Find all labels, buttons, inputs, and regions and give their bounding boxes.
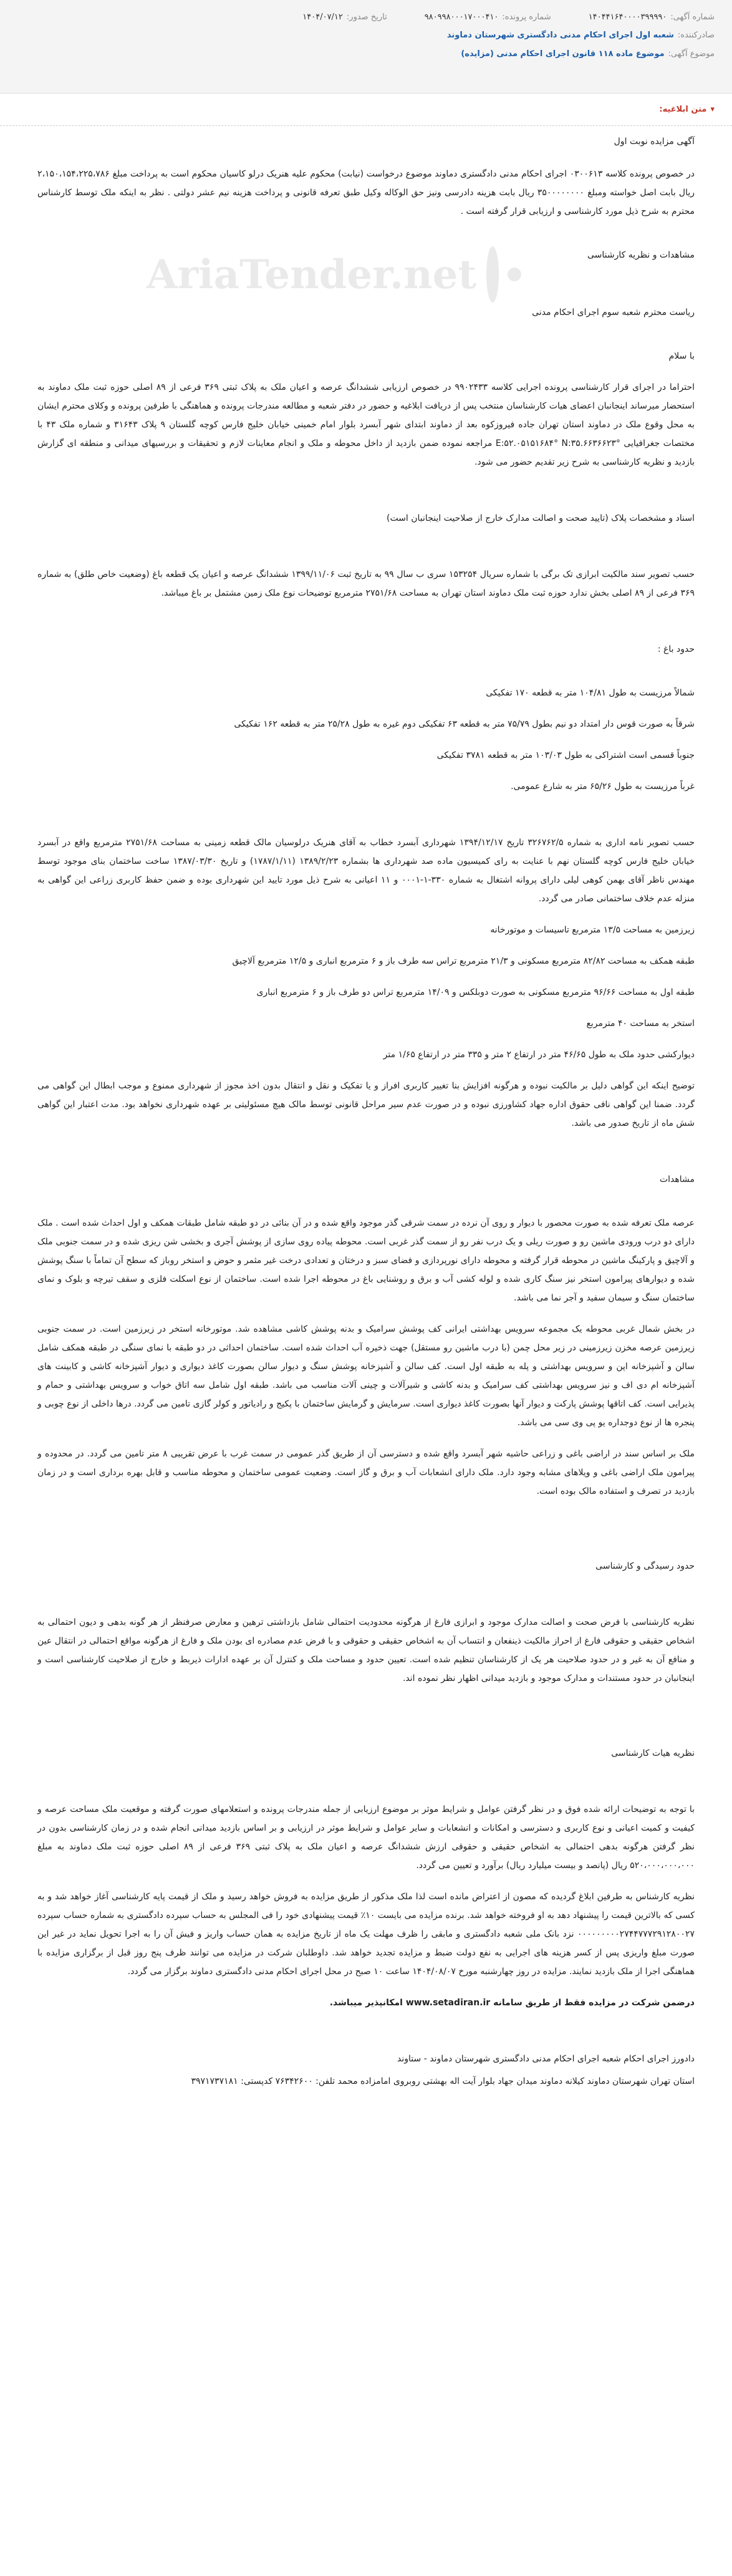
bound-south: جنوباً قسمی است اشتراکی به طول ۱۰۳/۰۳ متر به قطعه ۳۷۸۱ تفکیکی	[436, 750, 695, 760]
observations-paragraph-3: ملک بر اساس سند در اراضی باغی و زراعی حاشیه شهر آبسرد واقع شده و دسترسی آن از طریق گذر عمومی در سمت غرب با عرض تقریبی ۸ متر تامین می گردد. در محدوده و پیرامون ملک اراضی باغی و ویلاهای مشابه وجود دارد. ملک دارای انشعابات آب و برق و گاز است. وضعیت عمومی ساختمان و محوطه مناسب و قابل بهره برداری است و در زمان بازدید در تصرف و استفاده مالک بوده است.	[37, 1449, 695, 1496]
issuer: صادرکننده: شعبه اول اجرای احکام مدنی دادگستری شهرستان دماوند	[446, 31, 715, 40]
bounds-title: حدود باغ :	[657, 644, 695, 654]
notice-title: آگهی مزایده نوبت اول	[614, 137, 695, 147]
analysis-paragraph: نظریه کارشناسی با فرض صحت و اصالت مدارک موجود و ابرازی فارغ از هرگونه محدودیت احتمالی شامل بازداشتی ترهین و معارض صرفنظر از هر گونه بدهی و دیون احتمالی به اشخاص حقیقی و حقوقی فارغ از احراز مالکیت ذینفعان و انتساب آن به اشخاص حقیقی و حقوقی و با فرض عدم مصادره ای بودن ملک و فارغ از هرگونه مواقع احتمالی در انتقال عین و منافع آن به غیر و در حدود صلاحیت هر یک از کارشناسان تنظیم شده است. تعیین حدود و مساحت ملک و کنترل آن بر عهده ادارات ذیربط و خارج از صلاحیت کارشناسی است و اینجانبان در حدود مستندات و مدارک موجود و بازدید میدانی اظهار نظر نموده اند.	[37, 1617, 695, 1683]
notice-text-toggle[interactable]	[0, 94, 732, 126]
meta-row	[17, 9, 715, 26]
bound-east: شرقاً به صورت قوس دار امتداد دو نیم بطول ۷۵/۷۹ متر به قطعه ۶۳ تفکیکی دوم غیره به طول ۲۵/۲۸ متر به قطعه ۱۶۲ تفکیکی	[234, 719, 695, 729]
subject: موضوع آگهی: موضوع ماده ۱۱۸ قانون اجرای احکام مدنی (مزایده)	[461, 49, 715, 59]
notice-number: شماره آگهی: ۱۴۰۴۴۱۶۴۰۰۰۰۳۹۹۹۹۰	[588, 12, 715, 22]
observations-paragraph-2: در بخش شمال غربی محوطه یک مجموعه سرویس بهداشتی ایرانی کف پوشش سرامیک و بدنه پوشش کاشی مشاهده شد. موتورخانه استخر در زیرزمین است. در سمت جنوبی زیرزمین عرصه مخزن زیرزمینی در زیر محل چمن (با درب ماشین رو مستقل) جهت ذخیره آب احداث شده است. ساختمان احداثی در دو طبقه با نمای سنگی در طبقه همکف شامل سالن و آشپزخانه اپن و سرویس بهداشتی و پله به طبقه اول است. کف سالن و آشپزخانه پوشش سنگ و دیوار سالن بصورت کاغذ دیواری و دیوار آشپزخانه کاشی و کابینت های آشپزخانه ام دی اف و نیز سرویس بهداشتی کف سرامیک و بدنه کاشی و شیرآلات و چینی آلات مناسب می باشد. طبقه اول شامل سه اتاق خواب و سرویس بهداشتی و حمام و پذیرایی است. کف اتاقها پوشش پارکت و دیوار آنها بصورت کاغذ دیواری است. سرمایش و گرمایش ساختمان با پکیج و رادیاتور و کولر گازی تامین می گردد. درها داخلی از نوع چوبی و پنجره ها از نوع دوجداره یو پی وی سی می باشد.	[37, 1324, 695, 1428]
notice-header	[0, 0, 732, 94]
chevron-down-icon: ▾	[710, 105, 715, 114]
signature-title: دادورز اجرای احکام شعبه اجرای احکام مدنی دادگستری شهرستان دماوند - ستاوند	[397, 2054, 695, 2064]
watermark-text: AriaTender.net	[146, 251, 476, 298]
observations-title: مشاهدات	[659, 1174, 695, 1184]
permit-paragraph: حسب تصویر نامه اداری به شماره ۳۲۶۷۶۲/۵ تاریخ ۱۳۹۴/۱۲/۱۷ شهرداری آبسرد خطاب به آقای هنریک درلوسیان مالک قطعه زمینی به مساحت ۲۷۵۱/۶۸ مترمربع واقع در آبسرد خیابان خلیج فارس کوچه گلستان نهم با عنایت به رای کمیسیون ماده صد شهرداری ها بشماره ۱۳۸۹/۲/۲۳ (۱۷۸۷/۱/۱۱) و تاریخ ۱۳۸۷/۰۳/۳۰ ساخت ساختمان بنای موجود توسط مهندس ناظر آقای بهمن کوهی لیلی دارای پروانه اشتغال به شماره ۳۳۰-۱-۰۰۰۱ و ۱۱ اعیانی به شرح ذیل مورد تایید این شهرداری بوده و ضمن حفظ کاربری زراعی این گواهی به منزله عدم خلاف ساختمانی صادر می گردد.	[37, 838, 695, 904]
bound-north: شمالاً مرزیست به طول ۱۰۴/۸۱ متر به قطعه ۱۷۰ تفکیکی	[486, 688, 695, 698]
intro-paragraph: در خصوص پرونده کلاسه ۰۳۰۰۶۱۳ اجرای احکام مدنی دادگستری دماوند موضوع درخواست (نیابت) محکوم علیه هنریک درلو کاسیان محکوم است به پرداخت مبلغ ۲،۱۵۰،۱۵۴،۲۲۵،۷۸۶ ریال بابت اصل خواسته ومبلغ ۳۵۰۰۰۰۰۰۰۰ ریال بابت هزینه دادرسی ونیز حق الوکاله وکیل طبق تعرفه قانونی و پرداخت هزینه نیم عشر دولتی . نظر به اینکه ملک توسط کارشناس محترم به شرح ذیل مورد کارشناسی و ارزیابی قرار گرفته است .	[37, 169, 695, 216]
board-paragraph: با توجه به توضیحات ارائه شده فوق و در نظر گرفتن عوامل و شرایط موثر بر موضوع ارزیابی از جمله مندرجات پرونده و استعلامهای صورت گرفته و موقعیت ملک مساحت عرصه و کیفیت و کمیت اعیانی و نوع کاربری و دسترسی و امکانات و انشعابات و سایر عوامل و شرایط موثر در ارزیابی و بر اساس بازدید میدانی انجام شده و در زمان کارشناسی بدون در نظر گرفتن هرگونه بدهی احتمالی به اشخاص حقیقی و حقوقی ارزش ششدانگ عرصه و اعیان ملک به پلاک ثبتی ۳۶۹ فرعی از ۸۹ اصلی حوزه ثبت ملک دماوند به مبلغ ۵۲۰،۰۰۰،۰۰۰،۰۰۰ ریال (پانصد و بیست میلیارد ریال) برآورد و تعیین می گردد.	[37, 1804, 695, 1871]
pool-line: استخر به مساحت ۴۰ مترمربع	[586, 1019, 695, 1029]
salutation: با سلام	[668, 351, 695, 361]
issue-date: تاریخ صدور: ۱۴۰۴/۰۷/۱۲	[302, 12, 387, 22]
documents-paragraph: حسب تصویر سند مالکیت ابرازی تک برگی با شماره سریال ۱۵۳۲۵۴ سری ب سال ۹۹ به تاریخ ثبت ۱۳۹۹/۱۱/۰۶ ششدانگ عرصه و اعیان یک قطعه باغ (وضعیت خاص طلق) به شماره ۳۶۹ فرعی از ۸۹ اصلی بخش ندارد حوزه ثبت ملک دماوند استان تهران به مساحت ۲۷۵۱/۶۸ مترمربع توضیحات نوع ملک زمین مشتمل بر باغ میباشد.	[37, 569, 695, 598]
first-floor-line: طبقه اول به مساحت ۹۶/۶۶ مترمربع مسکونی به صورت دوبلکس و ۱۴/۰۹ مترمربع تراس دو طرف باز و ۶ مترمربع انباری	[256, 987, 695, 997]
expert-observations-title: مشاهدات و نظریه کارشناسی	[587, 250, 695, 260]
note-paragraph: توضیح اینکه این گواهی دلیل بر مالکیت نبوده و هرگونه افزایش بنا تغییر کاربری افراز و یا تفکیک و نقل و انتقال بدون اخذ مجوز از شهرداری ممنوع و موجب ابطال این گواهی می گردد. ضمنا این گواهی نافی حقوق اداره جهاد کشاورزی نبوده و در صورت عدم سیر مراحل قانونی توسط مالک هیچ مسئولیتی بر عهده شهرداری نخواهد بود. مدت اعتبار این گواهی شش ماه از تاریخ صدور می باشد.	[37, 1081, 695, 1128]
basement-line: زیرزمین به مساحت ۱۳/۵ مترمربع تاسیسات و موتورخانه	[490, 925, 695, 935]
ground-floor-line: طبقه همکف به مساحت ۸۲/۸۲ مترمربع مسکونی و ۲۱/۳ مترمربع تراس سه طرف باز و ۶ مترمربع انباری و ۱۲/۵ مترمربع آلاچیق	[232, 956, 695, 966]
auction-paragraph: نظریه کارشناس به طرفین ابلاغ گردیده که مصون از اعتراض مانده است لذا ملک مذکور از طریق مزایده به فروش خواهد رسید و ملک از قیمت پایه کارشناسی آغاز خواهد شد و به کسی که بالاترین قیمت را پیشنهاد دهد به او فروخته خواهد شد. برنده مزایده می بایست ۱۰٪ قیمت پیشنهادی خود را فی المجلس به حساب سپرده دادگستری به شماره حساب سپرده ۰۰۰۰۰۰۰۰۰۲۷۴۴۷۷۷۲۹۱۲۸۰۰۲۷ نزد بانک ملی شعبه دادگستری و مابقی را ظرف مهلت یک ماه از تاریخ مزایده به همان حساب واریز و فیش آن را به اجرا تحویل نماید در غیر این صورت مبلغ واریزی پس از کسر هزینه های اجرایی به نفع دولت ضبط و مزایده تجدید خواهد شد. داوطلبان شرکت در مزایده می توانند ظرف پنج روز قبل از برگزاری مزایده با هماهنگی اجرا از ملک بازدید نمایند. مزایده در روز چهارشنبه مورخ ۱۴۰۴/۰۸/۰۷ ساعت ۱۰ صبح در محل اجرای احکام مدنی دادگستری دماوند برگزار می گردد.	[37, 1892, 695, 1977]
setad-site-note: درضمن شرکت در مزایده فقط از طریق سامانه www.setadiran.ir امکانپذیر میباشد.	[329, 1998, 695, 2008]
file-number: شماره پرونده: ۹۸۰۹۹۸۰۰۰۱۷۰۰۰۴۱۰	[424, 12, 551, 22]
documents-title: اسناد و مشخصات پلاک (تایید صحت و اصالت مدارک خارج از صلاحیت اینجانبان است)	[386, 513, 695, 523]
analysis-title: حدود رسیدگی و کارشناسی	[595, 1561, 695, 1571]
notice-body	[0, 132, 732, 2094]
notice-text-label: متن ابلاغیه:	[659, 105, 707, 114]
board-title: نظریه هیات کارشناسی	[611, 1748, 695, 1758]
observations-paragraph-1: عرصه ملک تعرفه شده به صورت محصور با دیوار و روی آن نرده در سمت شرقی گذر موجود واقع شده و در آن بنائی در دو طبقه شامل طبقات همکف و اول احداث شده است . ملک دارای دو درب ورودی ماشین رو و صورت ریلی و یک درب نفر رو از سمت گذر غربی است. محوطه پیاده روی سازی از پوشش آجری و بخشی شن ریزی شده و در سمت جنوبی ملک و آلاچیق و پارکینگ ماشین در محوطه قرار گرفته و محوطه دارای نورپردازی و فضای سبز و درختان و تعدادی درخت غیر مثمر و حوض و استخر روباز که سطح آن تماماً با سنگ پوشش شده و دیوارهای پیرامون استخر نیز سنگ کاری شده و لوله کشی آب و برق و روشنایی باغ در محوطه اجرا شده است. ساختمان از نوع اسکلت فلزی و سقف تیرچه و بلوک و نمای ساختمان سنگ و سیمان سفید و آجر نما می باشد.	[37, 1218, 695, 1303]
addressee: ریاست محترم شعبه سوم اجرای احکام مدنی	[532, 307, 695, 317]
respect-paragraph: احتراما در اجرای قرار کارشناسی پرونده اجرایی کلاسه ۹۹۰۲۴۳۳ در خصوص ارزیابی ششدانگ عرصه و اعیان ملک به پلاک ثبتی ۳۶۹ فرعی از ۸۹ اصلی حوزه ثبت ملک دماوند به استحضار میرساند اینجانبان اعضای هیات کارشناسان منتخب پس از دریافت ابلاغیه و حضور در دفتر شعبه و مطالعه مندرجات پرونده و هماهنگی با طرفین پرونده و وکلای محترم ایشان به محل وقوع ملک در دماوند استان تهران جاده فیروزکوه بعد از دماوند ابتدای شهر آبسرد بلوار امام خمینی خیابان خلیج فارس کوچه گلستان ۹ پلاک ۳۱۶۴۳ و شماره ملک ۴۳ با مختصات جغرافیایی E:۵۲.۰۵۱۵۱۶۸۴° N:۳۵.۶۶۳۶۶۲۳° مراجعه نموده ضمن بازدید از داخل محوطه و ملک و انجام معاینات لازم و تحقیقات و بررسیهای میدانی و منطقه ای گزارش بازدید و نظریه کارشناسی به شرح زیر تقدیم حضور می شود.	[37, 382, 695, 467]
bound-west: غرباً مرزیست به طول ۶۵/۲۶ متر به شارع عمومی.	[511, 782, 695, 792]
office-address: استان تهران شهرستان دماوند کیلانه دماوند میدان جهاد بلوار آیت اله بهشتی روبروی امامزاده محمد تلفن: ۷۶۳۴۲۶۰۰ کدپستی: ۳۹۷۱۷۳۷۱۸۱	[191, 2076, 695, 2086]
wall-line: دیوارکشی حدود ملک به طول ۴۶/۶۵ متر در ارتفاع ۲ متر و ۳۳۵ متر در ارتفاع ۱/۶۵ متر	[383, 1050, 695, 1060]
